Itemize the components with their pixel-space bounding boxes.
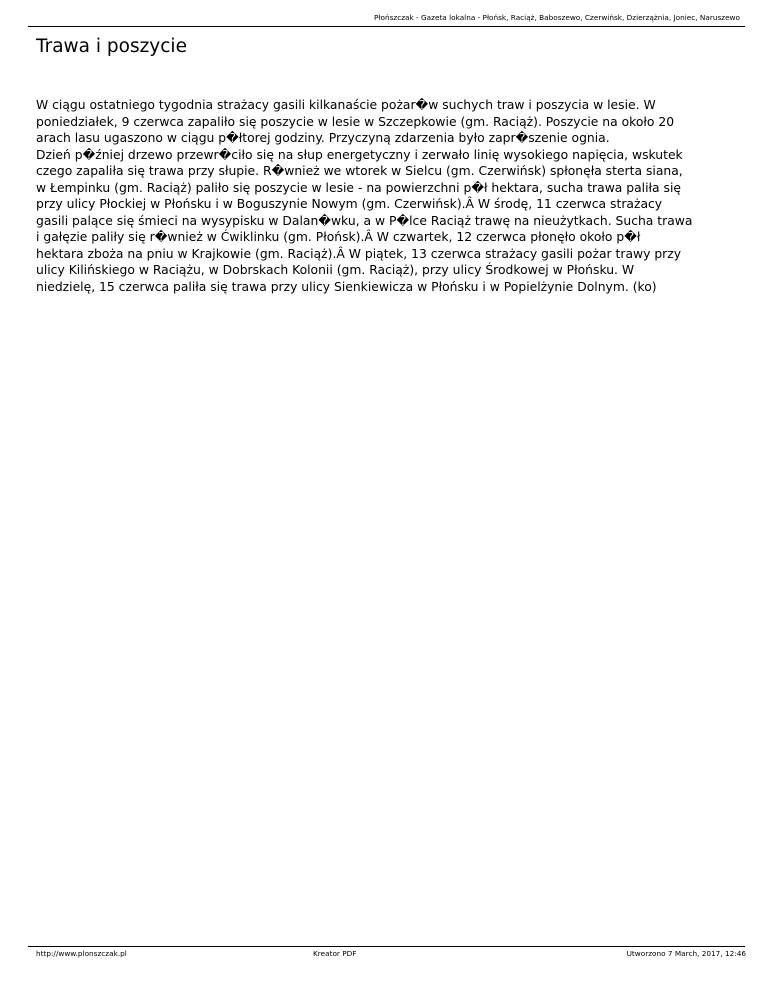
footer-url: http://www.plonszczak.pl: [36, 949, 127, 958]
article-body: [36, 97, 736, 295]
article-line: gasili palące się śmieci na wysypisku w Dalan�wku, a w P�lce Raciąż trawę na nieużytkach. Sucha trawa: [36, 213, 693, 228]
article-line: czego zapaliła się trawa przy słupie. R�wnież we wtorek w Sielcu (gm. Czerwińsk) spłonęła sterta siana,: [36, 164, 683, 178]
page-header: Płońszczak - Gazeta lokalna - Płońsk, Raciąż, Baboszewo, Czerwińsk, Dzierzążnia, Joniec, Naruszewo: [374, 13, 740, 22]
footer-divider: [28, 946, 745, 947]
article-line: ulicy Kilińskiego w Raciążu, w Dobrskach Kolonii (gm. Raciąż), przy ulicy Środkowej w Płońsku. W: [36, 263, 635, 277]
article-line: poniedziałek, 9 czerwca zapaliło się poszycie w lesie w Szczepkowie (gm. Raciąż). Poszycie na około 20: [36, 114, 675, 129]
footer-generator: Kreator PDF: [313, 949, 357, 958]
article-line: niedzielę, 15 czerwca paliła się trawa przy ulicy Sienkiewicza w Płońsku i w Popielżynie Dolnym. (ko): [36, 279, 657, 294]
header-divider: [28, 26, 745, 27]
article-title: Trawa i poszycie: [36, 36, 187, 57]
article-line: przy ulicy Płockiej w Płońsku i w Boguszynie Nowym (gm. Czerwińsk).Â W środę, 11 czerwca strażacy: [36, 197, 663, 211]
article-line: Dzień p�źniej drzewo przewr�ciło się na słup energetyczny i zerwało linię wysokiego napięcia, wskutek: [36, 147, 683, 162]
article-line: w Łempinku (gm. Raciąż) paliło się poszycie w lesie - na powierzchni p�ł hektara, sucha trawa paliła się: [36, 180, 681, 195]
article-line: i gałęzie paliły się r�wnież w Ćwiklinku (gm. Płońsk).Â W czwartek, 12 czerwca płonęło około p�ł: [36, 230, 641, 244]
article-line: hektara zboża na pniu w Krajkowie (gm. Raciąż).Â W piątek, 13 czerwca strażacy gasili pożar trawy przy: [36, 246, 682, 261]
footer-created-date: Utworzono 7 March, 2017, 12:46: [626, 949, 746, 958]
article-line: W ciągu ostatniego tygodnia strażacy gasili kilkanaście pożar�w suchych traw i poszycia w lesie. W: [36, 98, 656, 112]
article-line: arach lasu ugaszono w ciągu p�łtorej godziny. Przyczyną zdarzenia było zapr�szenie ognia.: [36, 131, 610, 145]
